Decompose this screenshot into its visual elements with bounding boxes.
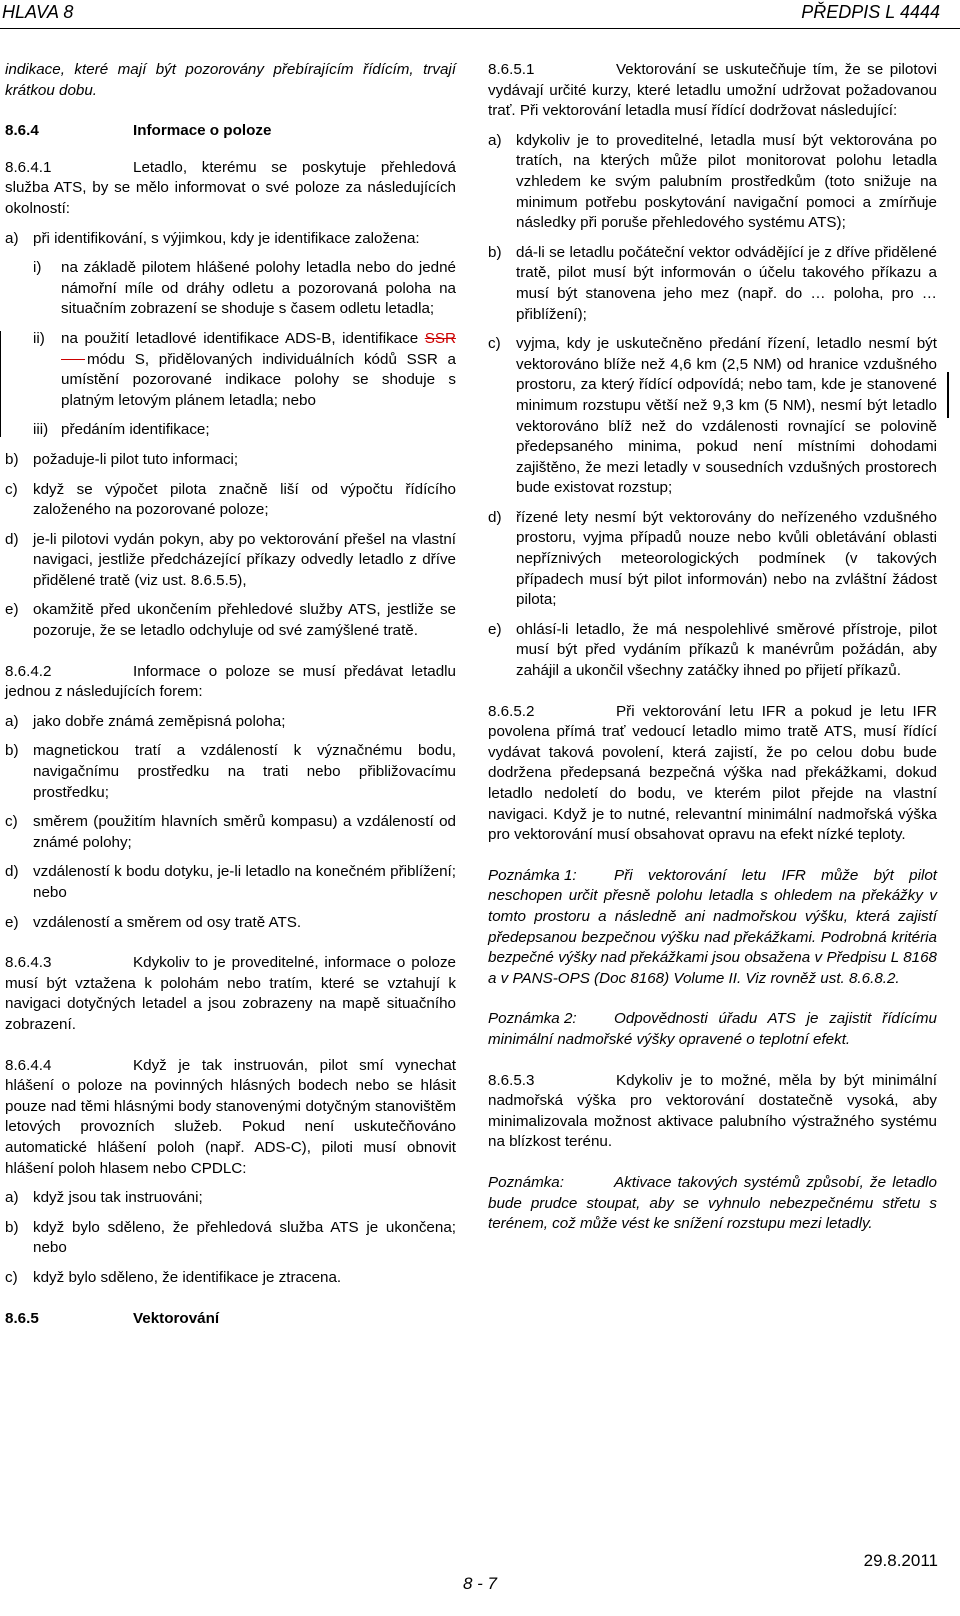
section-number: 8.6.5 [5,1309,39,1327]
paragraph-number: 8.6.4.3 [5,954,52,972]
list-item [488,334,937,499]
sub-list-item-amended [33,329,456,411]
list-item [5,1218,456,1259]
paragraph-text: Vektorování se uskutečňuje tím, že se pilotovi vydávají určité kurzy, které letadlu umožní udržovat požadovanou trať. Při vektorování letadla musí řídící dodržovat následující: [488,61,937,120]
list-item [5,712,456,733]
paragraph-text: Když je tak instruován, pilot smí vynechat hlášení o poloze na povinných hlásných bodech nebo se hlásit pouze nad těmi hlásnými body stanovenými dotyčným stanovištěm letových provozních služeb. Pokud není uskutečňováno automatické hlášení poloh (např. ADS-C), piloti musí obnovit hlášení poloh hlasem nebo CPDLC: [5,1056,456,1177]
note-text: Aktivace takových systémů způsobí, že letadlo bude prudce stoupat, aby se vyhnulo nebezpečnému střetu s terénem, což může vést ke snížení rozstupu mezi letadly. [488,1173,937,1233]
list-item [488,243,937,325]
list-item [5,530,456,592]
paragraph-number: 8.6.5.2 [488,702,535,720]
list-marker: c) [5,813,18,831]
list-item [5,862,456,903]
list-marker: c) [5,480,18,498]
paragraph-number: 8.6.4.2 [5,662,52,680]
list-marker: c) [488,335,501,353]
list-text: když jsou tak instruováni; [33,1189,203,1207]
amended-text-start: na použití letadlové identifikace ADS-B, identifikace [61,329,419,347]
list-text: požaduje-li pilot tuto informaci; [33,450,239,468]
paragraph-8-6-4-4 [5,1056,456,1180]
list-item [488,131,937,234]
note-1 [488,866,937,990]
list-marker: b) [5,1218,19,1236]
paragraph-number: 8.6.5.3 [488,1071,535,1089]
section-number: 8.6.4 [5,122,39,140]
list-item [5,229,456,250]
list-marker: d) [5,863,19,881]
paragraph-8-6-5-3 [488,1071,937,1153]
list-text: když se výpočet pilota značně liší od výpočtu řídícího založeného na pozorované poloze; [33,480,456,519]
amended-text-end: módu S, přidělovaných individuálních kódů SSR a umístění pozorované indikace polohy se shoduje s platným letovým plánem letadla; nebo [61,350,456,409]
struck-text: SSR [424,329,456,347]
list-item [5,1188,456,1209]
paragraph-8-6-5-1 [488,60,937,122]
sub-text: předáním identifikace; [61,421,210,439]
sub-text: na základě pilotem hlášené polohy letadla nebo do jedné námořní míle od dráhy odletu a pozorovaná poloha na situačním zobrazení se shoduje s časem odletu letadla; [61,259,456,318]
list-text: jako dobře známá zeměpisná poloha; [33,712,286,730]
list-item [488,508,937,611]
list-text: když bylo sděleno, že přehledová služba ATS je ukončena; nebo [33,1218,456,1257]
paragraph-8-6-4-2 [5,662,456,703]
list-marker: a) [5,229,19,247]
note-label: Poznámka 1: [488,866,577,884]
list-marker: c) [5,1268,18,1286]
list-item [488,620,937,682]
page-number: 8 - 7 [462,1574,498,1593]
list-text: vzdáleností a směrem od osy tratě ATS. [33,913,302,931]
list-item [5,1268,456,1289]
sub-marker: ii) [33,329,45,347]
list-text: magnetickou tratí a vzdáleností k význačnému bodu, navigačnímu prostředku na trati nebo přibližovacímu prostředku; [33,742,456,801]
right-column [488,60,937,1244]
list-marker: a) [5,712,19,730]
list-text: když bylo sděleno, že identifikace je ztracena. [33,1268,342,1286]
sub-marker: iii) [33,421,49,439]
list-marker: a) [5,1189,19,1207]
header-regulation: PŘEDPIS L 4444 [801,2,940,22]
section-heading-8-6-5 [5,1309,456,1330]
paragraph-number: 8.6.4.4 [5,1056,52,1074]
list-marker: a) [488,131,502,149]
list-item [5,741,456,803]
paragraph-text: Při vektorování letu IFR a pokud je letu IFR povolena přímá trať vedoucí letadlo mimo tratě ATS, musí řídící vydávat taková povolení, která zajistí, že po celou dobu bude dodržena předepsaná bezpečná výška nad překážkami, dokud letadlo nedoletí do bodu, ve kterém pilot přejde na vlastní navigaci. Když je to nutné, relevantní minimální nadmořská výška pro vektorování musí obsahovat opravu na efekt nízké teploty. [488,702,937,844]
list-text: dá-li se letadlu počáteční vektor odvádějící je z dříve přidělené tratě, pilot musí být informován o účelu takového příkazu a musí být stanovena jeho mez (např. do … poloha, pro … přiblížení); [516,243,937,323]
note-text: Odpovědnosti úřadu ATS je zajistit řídícímu minimální nadmořské výšky opravené o teplotní efekt. [488,1010,937,1048]
list-text: okamžitě před ukončením přehledové služby ATS, jestliže se pozoruje, že se letadlo odchyluje od své zamýšlené tratě. [33,601,456,640]
list-marker: e) [5,913,19,931]
list-marker: d) [5,530,19,548]
list-item [5,913,456,934]
list-text: vyjma, kdy je uskutečněno předání řízení, letadlo nesmí být vektorováno blíže než 4,6 km (2,5 NM) od hranice vzdušného prostoru, za který řídící odpovídá; nebo tam, kde je stanovené minimum rozstupu větší než 9,3 km (5 NM), nesmí být letadlo vektorováno blíž než do vzdálenosti rovnající se polovině předepsaného minima, pokud není místními dohodami zajištěno, že mezi letadly v sousedních vzdušných prostorech bude existovat rozstup; [516,335,937,497]
paragraph-text: Kdykoliv je to možné, měla by být minimální nadmořská výška pro vektorování dostatečně vysoká, aby minimalizovala možnost aktivace palubního výstražného systému na blízkost terénu. [488,1071,937,1151]
sub-marker: i) [33,259,42,277]
note-label: Poznámka: [488,1173,564,1191]
note-text: Při vektorování letu IFR může být pilot neschopen určit přesně polohu letadla s ohledem na překážky v tomto prostoru a následně ani nadmořskou výšku, která zajistí předepsanou bezpečnou výšku nad překážkami. Podrobná kritéria bezpečné výšky nad překážkami jsou obsažena v Předpisu L 8168 a v PANS-OPS (Doc 8168) Volume II. Viz rovněž ust. 8.6.8.2. [488,866,937,987]
list-text: je-li pilotovi vydán pokyn, aby po vektorování přešel na vlastní navigaci, jestliže předcházející příkazy odvedly letadlo z dříve přidělené tratě (viz ust. 8.6.5.5), [33,530,456,589]
paragraph-number: 8.6.5.1 [488,61,535,78]
change-bar-right [947,372,949,418]
paragraph-8-6-4-3 [5,953,456,1035]
list-text: řízené lety nesmí být vektorovány do neřízeného vzdušného prostoru, vyjma případů nouze nebo kvůli obletávání oblasti nepříznivých meteorologických podmínek (v takových případech musí být pilot informován) nebo na zvláštní žádost pilota; [516,508,937,609]
list-marker: e) [5,601,19,619]
list-item [5,600,456,641]
paragraph-text: Kdykoliv to je proveditelné, informace o poloze musí být vztažena k polohám nebo tratím, které se vztahují k navigaci dotyčných letadel a jsou zobrazeny na mapě situačního zobrazení. [5,954,456,1033]
sub-list-item [33,258,456,320]
header-chapter: HLAVA 8 [2,2,74,22]
list-marker: b) [5,742,19,760]
paragraph-8-6-5-2 [488,702,937,846]
paragraph-8-6-4-1 [5,158,456,220]
list-marker: d) [488,508,502,526]
list-marker: e) [488,620,502,638]
paragraph-text: Letadlo, kterému se poskytuje přehledová služba ATS, by se mělo informovat o své poloze za následujících okolností: [5,158,456,217]
sub-text [61,329,456,411]
note-3 [488,1173,937,1235]
paragraph-number: 8.6.4.1 [5,158,52,176]
section-title: Vektorování [133,1309,220,1327]
list-item [5,812,456,853]
sub-list-item [33,420,456,441]
note-label: Poznámka 2: [488,1010,577,1028]
strike-line [61,359,85,360]
change-bar [0,331,1,437]
list-text: při identifikování, s výjimkou, kdy je identifikace založena: [33,229,420,247]
list-item [5,450,456,471]
list-text: ohlásí-li letadlo, že má nespolehlivé směrové přístroje, pilot musí být před vydáním příkazů k manévrům požádán, aby zahájil a ukončil všechny zatáčky ihned po přijetí příkazů. [516,620,937,680]
intro-paragraph: indikace, které mají být pozorovány přebírajícím řídícím, trvají krátkou dobu. [5,61,456,99]
list-text: vzdáleností k bodu dotyku, je-li letadlo na konečném přiblížení; nebo [33,863,456,901]
footer-date: 29.8.2011 [863,1551,938,1570]
section-title: Informace o poloze [133,122,272,140]
paragraph-text: Informace o poloze se musí předávat letadlu jednou z následujících forem: [5,662,456,701]
list-text: směrem (použitím hlavních směrů kompasu) a vzdáleností od známé polohy; [33,813,456,851]
list-marker: b) [5,450,19,468]
list-text: kdykoliv je to proveditelné, letadla musí být vektorována po tratích, na kterých může pilot monitorovat polohu letadla vzhledem ke svým palubním prostředkům (toto snižuje na minimum potřebu poskytování navigační pomoci a zmírňuje následky při poruše přehledového systému ATS); [516,131,937,232]
section-heading-8-6-4 [5,121,456,142]
note-2 [488,1009,937,1050]
list-item [5,480,456,521]
left-column [5,60,456,1345]
header-rule [0,28,960,29]
list-marker: b) [488,243,502,261]
